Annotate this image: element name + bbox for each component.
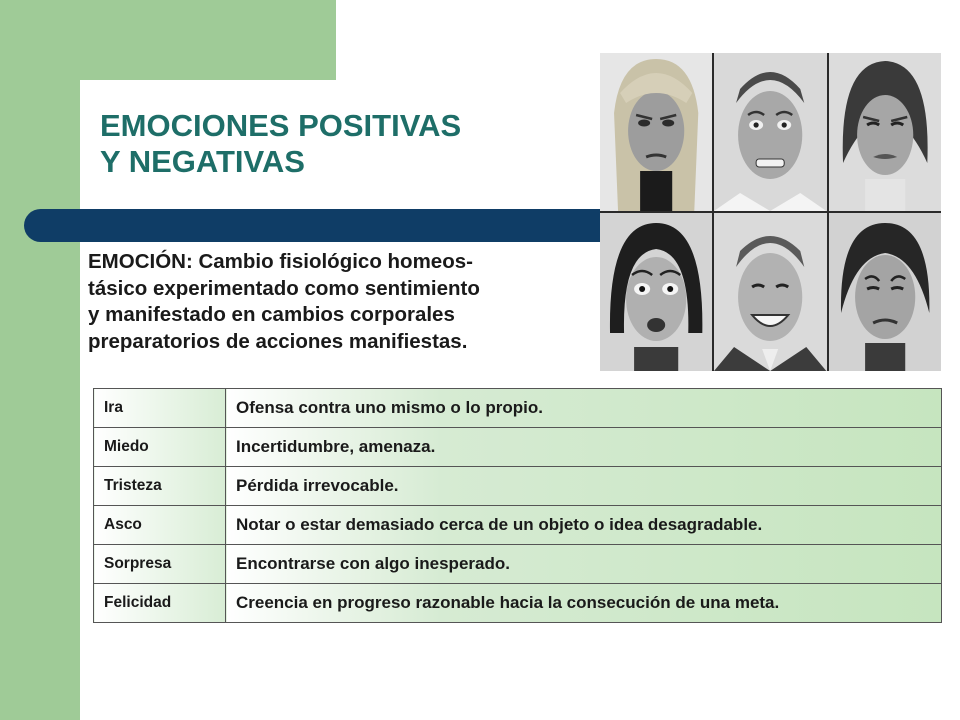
emotion-name: Felicidad	[94, 584, 226, 623]
face-photo-surprise	[600, 213, 712, 371]
left-green-band	[0, 0, 80, 720]
definition-line-4: preparatorios de acciones manifiestas.	[88, 329, 468, 353]
table-row	[94, 428, 942, 467]
top-green-band	[0, 0, 336, 80]
emotion-description: Pérdida irrevocable.	[226, 467, 942, 506]
emotion-description: Creencia en progreso razonable hacia la consecución de una meta.	[226, 584, 942, 623]
emotion-name: Ira	[94, 389, 226, 428]
title-divider-bar	[24, 209, 614, 242]
table-row	[94, 506, 942, 545]
emotion-name: Sorpresa	[94, 545, 226, 584]
facial-expressions-photo-grid	[600, 53, 941, 371]
table-row	[94, 467, 942, 506]
table-row	[94, 584, 942, 623]
emotion-description: Notar o estar demasiado cerca de un objeto o idea desagradable.	[226, 506, 942, 545]
table-row	[94, 545, 942, 584]
page-title	[100, 108, 461, 180]
face-photo-happiness	[714, 213, 826, 371]
emotions-table	[93, 388, 942, 623]
face-photo-anger	[600, 53, 712, 211]
emotion-description: Encontrarse con algo inesperado.	[226, 545, 942, 584]
definition-line-3: y manifestado en cambios corporales	[88, 303, 455, 326]
title-line-2: Y NEGATIVAS	[100, 144, 305, 179]
emotion-name: Miedo	[94, 428, 226, 467]
title-line-1: EMOCIONES POSITIVAS	[100, 108, 462, 143]
emotion-definition	[88, 249, 608, 355]
emotion-name: Tristeza	[94, 467, 226, 506]
emotion-description: Ofensa contra uno mismo o lo propio.	[226, 389, 942, 428]
face-photo-sadness	[829, 213, 941, 371]
emotion-name: Asco	[94, 506, 226, 545]
table-row	[94, 389, 942, 428]
face-photo-fear	[714, 53, 826, 211]
emotion-description: Incertidumbre, amenaza.	[226, 428, 942, 467]
definition-line-1: EMOCIÓN: Cambio fisiológico homeos-	[88, 250, 473, 273]
face-photo-disgust	[829, 53, 941, 211]
definition-line-2: tásico experimentado como sentimiento	[88, 276, 480, 300]
